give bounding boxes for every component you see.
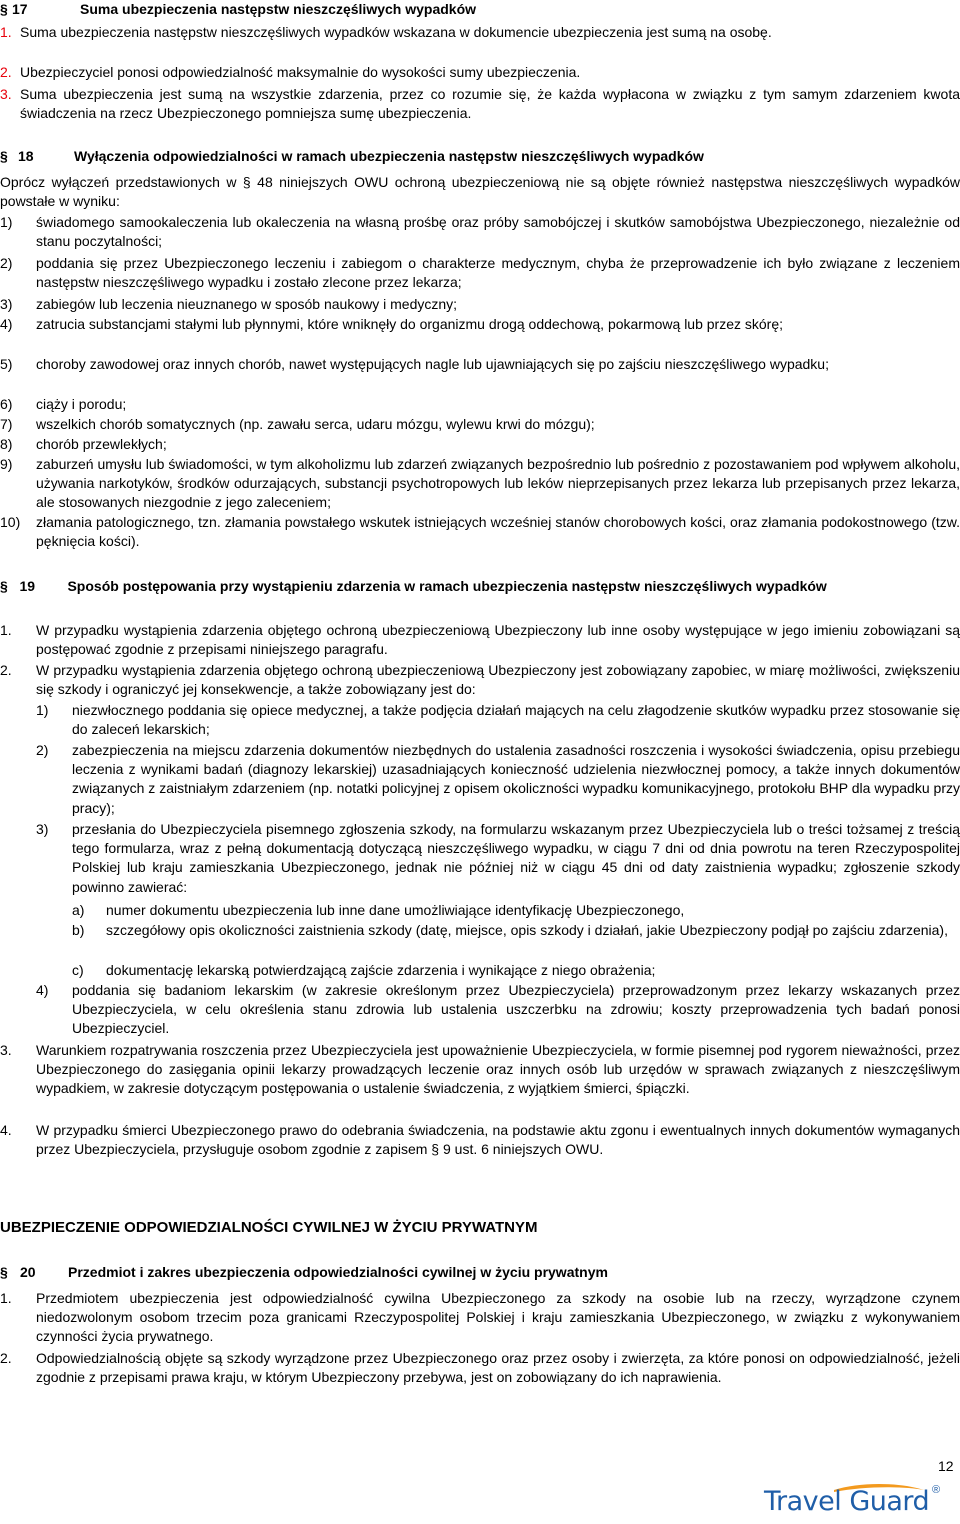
section-19: [0, 576, 960, 1158]
list-item: 3. Warunkiem rozpatrywania roszczenia przez Ubezpieczyciela jest upoważnienie Ubezpieczyciela, w formie pisemnej pod rygorem nieważności, przez Ubezpieczonego do zasięgania opinii lekarzy prowadzących leczenie oraz innych osób lub urzędów w sprawach związanych z nieszczęśliwym wypadkiem, w zakresie dotyczącym postępowania o ustalenie świadczenia, z wyjątkiem śmierci, śpiączki.: [0, 1042, 960, 1097]
list-item: 8) chorób przewlekłych;: [0, 436, 167, 452]
list-item: b) szczegółowy opis okoliczności zaistnienia szkody (datę, miejsce, opis szkody i działań, jakie Ubezpieczony podjął po zajściu zdarzenia),: [72, 922, 948, 938]
list-item: 2. Ubezpieczyciel ponosi odpowiedzialność maksymalnie do wysokości sumy ubezpieczenia.: [0, 64, 581, 80]
section-18-title: § 18 Wyłączenia odpowiedzialności w ramach ubezpieczenia następstw nieszczęśliwych wypadków: [0, 148, 704, 164]
list-item: 2) zabezpieczenia na miejscu zdarzenia dokumentów niezbędnych do ustalenia zasadności roszczenia i wysokości świadczenia, opisu przebiegu leczenia z wynikami badań (diagnozy lekarskiej) uzasadniających konieczność udzielenia niezwłocznej pomocy, a także innych dokumentów związanych z zaistniałym zdarzeniem (np. notatki policyjnej z opisem okoliczności wypadku komunikacyjnego, protokołu BHP dla wypadku przy pracy);: [36, 742, 960, 816]
list-item: 6) ciąży i porodu;: [0, 396, 127, 412]
page-number: 12: [938, 1458, 954, 1474]
registered-mark: ®: [932, 1484, 941, 1496]
list-item: 3) przesłania do Ubezpieczyciela pisemnego zgłoszenia szkody, na formularzu wskazanym przez Ubezpieczyciela lub o treści tożsamej z treścią tego formularza, wraz z pełną dokumentacją dotyczącą nieszczęśliwego wypadku, w ciągu 7 dni od dnia powrotu na teren Rzeczypospolitej Polskiej lub kraju zamieszkania Ubezpieczonego, jednak nie później niż w ciągu 45 dni od daty zaistnienia wypadku; zgłoszenie szkody powinno zawierać:: [36, 821, 960, 895]
list-item: 1) niezwłocznego poddania się opiece medycznej, a także podjęcia działań mających na celu złagodzenie skutków wypadku przez stosowanie się do zaleceń lekarskich;: [36, 702, 960, 738]
list-item: 7) wszelkich chorób somatycznych (np. zawału serca, udaru mózgu, wylewu krwi do mózgu);: [0, 416, 595, 432]
section-19-title: § 19 Sposób postępowania przy wystąpieniu zdarzenia w ramach ubezpieczenia następstw nieszczęśliwych wypadków: [0, 578, 827, 594]
list-item: a) numer dokumentu ubezpieczenia lub inne dane umożliwiające identyfikację Ubezpieczonego,: [72, 902, 685, 918]
list-item: c) dokumentację lekarską potwierdzającą zajście zdarzenia i wynikające z niego obrażenia;: [72, 962, 656, 978]
list-item: 9) zaburzeń umysłu lub świadomości, w tym alkoholizmu lub zdarzeń związanych bezpośrednio lub pośrednio z pozostawaniem pod wpływem alkoholu, używania narkotyków, środków odurzających, substancji psychotropowych lub leków nieprzepisanych przez lekarza lub przepisanych przez lekarza, ale stosowanych niezgodnie z jego zaleceniem;: [0, 456, 960, 511]
list-item: 2) poddania się przez Ubezpieczonego leczeniu i zabiegom o charakterze medycznym, chyba że przeprowadzenie ich było związane z leczeniem następstw nieszczęśliwego wypadku i zostało zlecone przez lekarza;: [0, 255, 960, 291]
logo-text: Travel Guard: [764, 1486, 930, 1517]
travel-guard-logo: [764, 1484, 944, 1520]
list-item: 3. Suma ubezpieczenia jest sumą na wszystkie zdarzenia, przez co rozumie się, że każda wypłacona w związku z tym samym zdarzeniem kwota świadczenia na rzecz Ubezpieczonego pomniejsza sumę ubezpieczenia.: [0, 86, 960, 122]
section-18-intro: Oprócz wyłączeń przedstawionych w § 48 niniejszych OWU ochroną ubezpieczeniową nie są objęte również następstwa nieszczęśliwych wypadków powstałe w wyniku:: [0, 174, 960, 210]
list-item: 10) złamania patologicznego, tzn. złamania powstałego wskutek istniejących wcześniej stanów chorobowych kości, oraz złamania podokostnowego (tzw. pęknięcia kości).: [0, 514, 960, 550]
section-20-title: § 20 Przedmiot i zakres ubezpieczenia odpowiedzialności cywilnej w życiu prywatnym: [0, 1264, 608, 1280]
list-item: 4. W przypadku śmierci Ubezpieczonego prawo do odebrania świadczenia, na podstawie aktu zgonu i ewentualnych innych dokumentów wymaganych przez Ubezpieczyciela, przysługuje osobom zgodnie z zapisem § 9 ust. 6 niniejszych OWU.: [0, 1122, 960, 1158]
list-item: 1) świadomego samookaleczenia lub okaleczenia na własną prośbę oraz próby samobójczej i skutków samobójstwa Ubezpieczonego, niezależnie od stanu poczytalności;: [0, 214, 960, 250]
section-17-title: § 17 Suma ubezpieczenia następstw nieszczęśliwych wypadków: [0, 1, 477, 17]
chapter-heading: UBEZPIECZENIE ODPOWIEDZIALNOŚCI CYWILNEJ W ŻYCIU PRYWATNYM: [0, 1219, 538, 1236]
list-item: 2. W przypadku wystąpienia zdarzenia objętego ochroną ubezpieczeniową Ubezpieczony jest zobowiązany zapobiec, w miarę możliwości, zwiększeniu się szkody i ograniczyć jej konsekwencje, a także zobowiązany jest do:: [0, 662, 960, 698]
list-item: 4) poddania się badaniom lekarskim (w zakresie określonym przez Ubezpieczyciela) przeprowadzonym przez lekarzy wskazanych przez Ubezpieczyciela, w celu określenia stanu zdrowia lub ustalenia uszczerbku na zdrowiu; koszty przeprowadzenia tych badań ponosi Ubezpieczyciel.: [36, 982, 960, 1037]
section-20: [0, 1263, 960, 1386]
section-18: [0, 147, 960, 550]
list-item: 1. W przypadku wystąpienia zdarzenia objętego ochroną ubezpieczeniową Ubezpieczony lub inne osoby występujące w jego imieniu zobowiązani są postępować zgodnie z przepisami niniejszego paragrafu.: [0, 622, 960, 658]
list-item: 3) zabiegów lub leczenia nieuznanego w sposób naukowy i medyczny;: [0, 296, 458, 312]
list-item: 1. Przedmiotem ubezpieczenia jest odpowiedzialność cywilna Ubezpieczonego za szkody na osobie lub na rzeczy, wyrządzone czynem niedozwolonym osobom trzecim poza granicami Rzeczypospolitej Polskiej i kraju zamieszkania Ubezpieczonego, w związku z wykonywaniem czynności życia prywatnego.: [0, 1290, 960, 1345]
list-item: 5) choroby zawodowej oraz innych chorób, nawet występujących nagle lub ujawniających się po zajściu nieszczęśliwego wypadku;: [0, 356, 829, 372]
section-17: [0, 0, 960, 122]
list-item: 2. Odpowiedzialnością objęte są szkody wyrządzone przez Ubezpieczonego oraz przez osoby i zwierzęta, za które ponosi on odpowiedzialność, jeżeli zgodnie z przepisami prawa kraju, w którym Ubezpieczony przebywa, jest on zobowiązany do ich naprawienia.: [0, 1350, 960, 1386]
list-item: 4) zatrucia substancjami stałymi lub płynnymi, które wniknęły do organizmu drogą oddechową, pokarmową lub przez skórę;: [0, 316, 784, 332]
list-item: 1. Suma ubezpieczenia następstw nieszczęśliwych wypadków wskazana w dokumencie ubezpieczenia jest sumą na osobę.: [0, 24, 772, 40]
